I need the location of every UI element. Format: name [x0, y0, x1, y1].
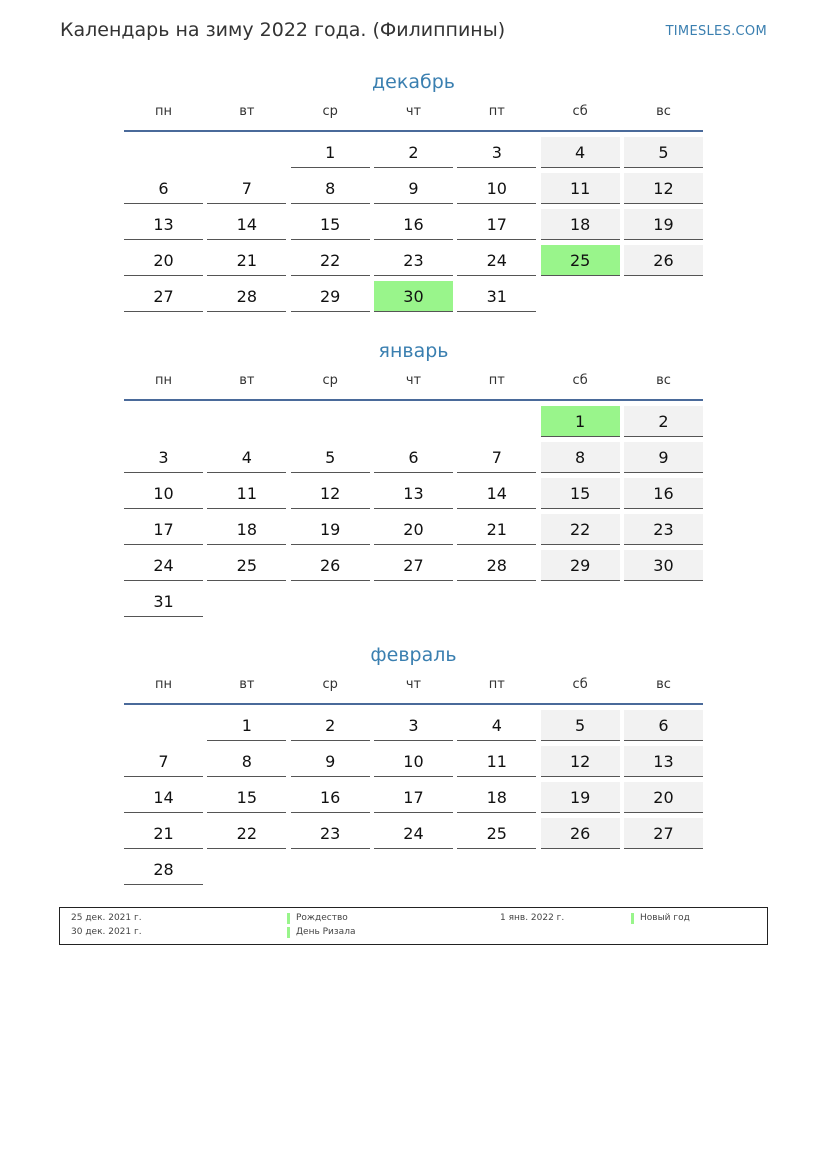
- week-row: [124, 710, 703, 746]
- week-row: [124, 550, 703, 586]
- week-row: [124, 173, 703, 209]
- weekday-label: чт: [405, 373, 422, 388]
- days-grid: [124, 710, 703, 890]
- empty-cell: [624, 854, 703, 885]
- holiday-day-cell: 1: [541, 406, 620, 437]
- week-row: [124, 854, 703, 890]
- weekday-header: [124, 100, 703, 132]
- empty-cell: [207, 137, 286, 168]
- month-name: январь: [378, 340, 449, 362]
- day-cell: 21: [124, 818, 203, 849]
- day-cell: 31: [124, 586, 203, 617]
- day-cell: 30: [624, 550, 703, 581]
- day-cell: 28: [207, 281, 286, 312]
- day-cell: 18: [457, 782, 536, 813]
- day-cell: 8: [291, 173, 370, 204]
- empty-cell: [541, 586, 620, 617]
- day-cell: 28: [457, 550, 536, 581]
- day-cell: 11: [207, 478, 286, 509]
- month-name: декабрь: [372, 71, 455, 93]
- week-row: [124, 406, 703, 442]
- day-cell: 23: [624, 514, 703, 545]
- day-cell: 24: [124, 550, 203, 581]
- day-cell: 12: [291, 478, 370, 509]
- day-cell: 21: [457, 514, 536, 545]
- day-cell: 7: [207, 173, 286, 204]
- day-cell: 5: [541, 710, 620, 741]
- day-cell: 10: [374, 746, 453, 777]
- month-block: [124, 70, 703, 317]
- day-cell: 18: [541, 209, 620, 240]
- week-row: [124, 137, 703, 173]
- brand-link[interactable]: TIMESLES.COM: [665, 24, 767, 39]
- weekday-label: пт: [488, 677, 505, 692]
- day-cell: 31: [457, 281, 536, 312]
- day-cell: 21: [207, 245, 286, 276]
- day-cell: 18: [207, 514, 286, 545]
- day-cell: 11: [541, 173, 620, 204]
- legend-holiday-name: Новый год: [631, 913, 690, 924]
- day-cell: 9: [624, 442, 703, 473]
- weekday-label: вс: [656, 373, 671, 388]
- day-cell: 28: [124, 854, 203, 885]
- day-cell: 20: [624, 782, 703, 813]
- empty-cell: [207, 586, 286, 617]
- day-cell: 14: [207, 209, 286, 240]
- week-row: [124, 245, 703, 281]
- empty-cell: [541, 854, 620, 885]
- day-cell: 12: [624, 173, 703, 204]
- legend-date: 1 янв. 2022 г.: [500, 913, 565, 923]
- days-grid: [124, 406, 703, 622]
- day-cell: 15: [291, 209, 370, 240]
- week-row: [124, 782, 703, 818]
- day-cell: 3: [124, 442, 203, 473]
- days-grid: [124, 137, 703, 317]
- day-cell: 10: [457, 173, 536, 204]
- day-cell: 27: [124, 281, 203, 312]
- day-cell: 9: [374, 173, 453, 204]
- weekday-label: вс: [656, 104, 671, 119]
- empty-cell: [374, 406, 453, 437]
- weekday-label: вт: [239, 373, 255, 388]
- day-cell: 7: [457, 442, 536, 473]
- empty-cell: [291, 406, 370, 437]
- holiday-day-cell: 25: [541, 245, 620, 276]
- day-cell: 6: [124, 173, 203, 204]
- holiday-legend: [59, 907, 768, 945]
- day-cell: 19: [624, 209, 703, 240]
- day-cell: 24: [374, 818, 453, 849]
- day-cell: 24: [457, 245, 536, 276]
- empty-cell: [291, 854, 370, 885]
- legend-holiday-name: Рождество: [287, 913, 348, 924]
- weekday-label: ср: [322, 104, 338, 119]
- holiday-day-cell: 30: [374, 281, 453, 312]
- empty-cell: [124, 406, 203, 437]
- day-cell: 26: [541, 818, 620, 849]
- month-name: февраль: [370, 644, 457, 666]
- day-cell: 4: [207, 442, 286, 473]
- day-cell: 20: [374, 514, 453, 545]
- day-cell: 6: [374, 442, 453, 473]
- week-row: [124, 746, 703, 782]
- weekday-label: пн: [155, 677, 172, 692]
- empty-cell: [624, 586, 703, 617]
- week-row: [124, 209, 703, 245]
- weekday-header: [124, 369, 703, 401]
- day-cell: 7: [124, 746, 203, 777]
- week-row: [124, 586, 703, 622]
- empty-cell: [457, 586, 536, 617]
- week-row: [124, 281, 703, 317]
- day-cell: 13: [374, 478, 453, 509]
- legend-date: 25 дек. 2021 г.: [71, 913, 142, 923]
- empty-cell: [457, 406, 536, 437]
- day-cell: 1: [207, 710, 286, 741]
- day-cell: 23: [374, 245, 453, 276]
- day-cell: 5: [624, 137, 703, 168]
- day-cell: 25: [207, 550, 286, 581]
- weekday-label: пн: [155, 373, 172, 388]
- day-cell: 4: [457, 710, 536, 741]
- day-cell: 3: [457, 137, 536, 168]
- day-cell: 22: [207, 818, 286, 849]
- weekday-label: чт: [405, 677, 422, 692]
- day-cell: 2: [291, 710, 370, 741]
- day-cell: 19: [541, 782, 620, 813]
- empty-cell: [124, 710, 203, 741]
- day-cell: 22: [291, 245, 370, 276]
- empty-cell: [624, 281, 703, 312]
- empty-cell: [291, 586, 370, 617]
- day-cell: 5: [291, 442, 370, 473]
- day-cell: 14: [124, 782, 203, 813]
- weekday-label: сб: [572, 104, 588, 119]
- weekday-label: ср: [322, 677, 338, 692]
- weekday-label: чт: [405, 104, 422, 119]
- weekday-label: сб: [572, 677, 588, 692]
- day-cell: 29: [541, 550, 620, 581]
- day-cell: 26: [624, 245, 703, 276]
- empty-cell: [374, 586, 453, 617]
- week-row: [124, 478, 703, 514]
- day-cell: 25: [457, 818, 536, 849]
- day-cell: 13: [624, 746, 703, 777]
- weekday-label: вт: [239, 104, 255, 119]
- day-cell: 29: [291, 281, 370, 312]
- day-cell: 15: [207, 782, 286, 813]
- month-block: [124, 643, 703, 890]
- weekday-label: пт: [488, 104, 505, 119]
- empty-cell: [124, 137, 203, 168]
- weekday-label: вс: [656, 677, 671, 692]
- empty-cell: [207, 406, 286, 437]
- day-cell: 15: [541, 478, 620, 509]
- day-cell: 26: [291, 550, 370, 581]
- empty-cell: [457, 854, 536, 885]
- week-row: [124, 442, 703, 478]
- weekday-label: ср: [322, 373, 338, 388]
- day-cell: 14: [457, 478, 536, 509]
- day-cell: 16: [624, 478, 703, 509]
- day-cell: 27: [624, 818, 703, 849]
- day-cell: 4: [541, 137, 620, 168]
- day-cell: 3: [374, 710, 453, 741]
- day-cell: 6: [624, 710, 703, 741]
- day-cell: 17: [374, 782, 453, 813]
- day-cell: 17: [457, 209, 536, 240]
- legend-holiday-name: День Ризала: [287, 927, 355, 938]
- day-cell: 23: [291, 818, 370, 849]
- day-cell: 22: [541, 514, 620, 545]
- day-cell: 17: [124, 514, 203, 545]
- day-cell: 11: [457, 746, 536, 777]
- day-cell: 13: [124, 209, 203, 240]
- weekday-label: пт: [488, 373, 505, 388]
- day-cell: 16: [374, 209, 453, 240]
- page-title: Календарь на зиму 2022 года. (Филиппины): [60, 19, 506, 41]
- day-cell: 8: [207, 746, 286, 777]
- day-cell: 12: [541, 746, 620, 777]
- weekday-label: пн: [155, 104, 172, 119]
- day-cell: 20: [124, 245, 203, 276]
- day-cell: 10: [124, 478, 203, 509]
- week-row: [124, 818, 703, 854]
- weekday-header: [124, 673, 703, 705]
- day-cell: 2: [374, 137, 453, 168]
- empty-cell: [207, 854, 286, 885]
- day-cell: 16: [291, 782, 370, 813]
- day-cell: 19: [291, 514, 370, 545]
- day-cell: 8: [541, 442, 620, 473]
- day-cell: 27: [374, 550, 453, 581]
- month-block: [124, 339, 703, 622]
- day-cell: 1: [291, 137, 370, 168]
- legend-date: 30 дек. 2021 г.: [71, 927, 142, 937]
- day-cell: 9: [291, 746, 370, 777]
- weekday-label: сб: [572, 373, 588, 388]
- empty-cell: [541, 281, 620, 312]
- week-row: [124, 514, 703, 550]
- weekday-label: вт: [239, 677, 255, 692]
- empty-cell: [374, 854, 453, 885]
- day-cell: 2: [624, 406, 703, 437]
